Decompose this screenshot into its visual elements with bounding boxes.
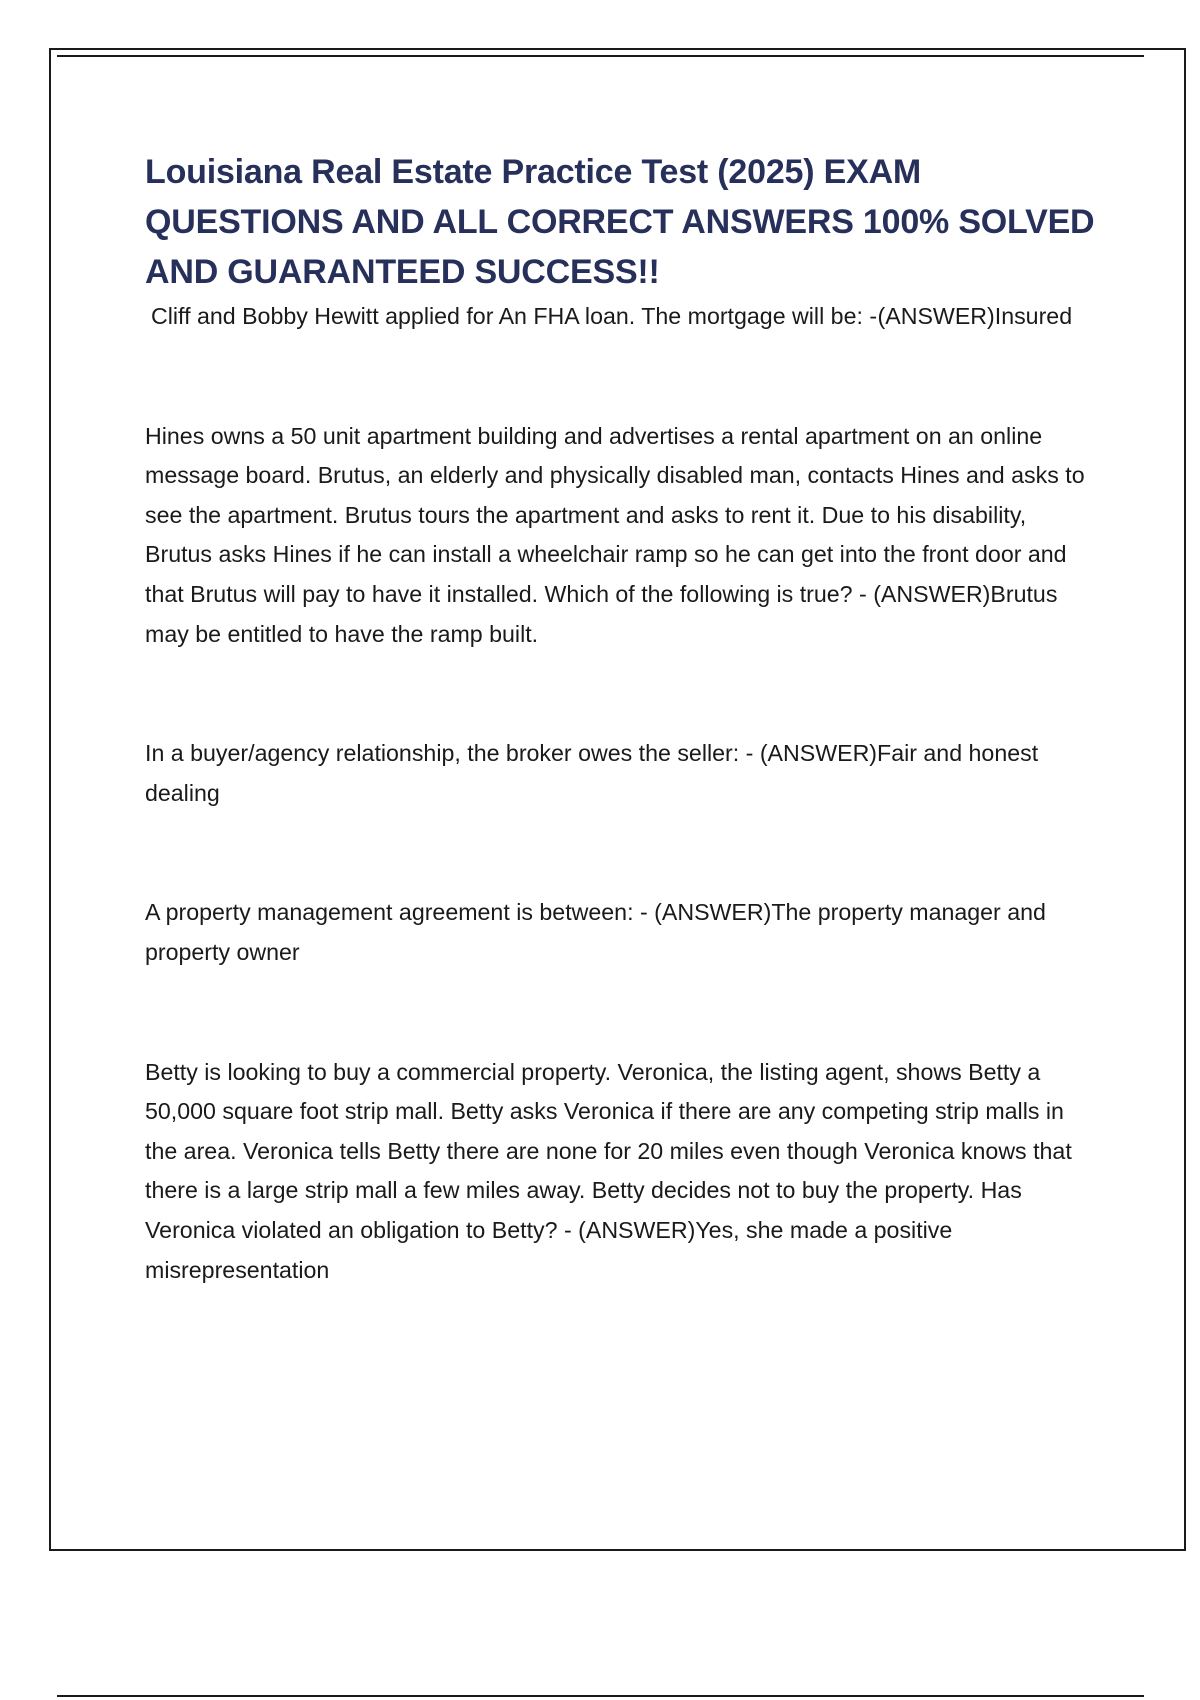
answer-2: (ANSWER)Brutus may be entitled to have the ramp built. bbox=[145, 580, 1058, 647]
qa-item-2 bbox=[145, 417, 1095, 655]
qa-item-5 bbox=[145, 1053, 1095, 1291]
question-4: A property management agreement is between: - bbox=[145, 899, 648, 926]
answer-3: (ANSWER)Fair and honest dealing bbox=[145, 740, 1039, 806]
answer-4: (ANSWER)The property manager and property owner bbox=[145, 899, 1046, 965]
question-3: In a buyer/agency relationship, the broker owes the seller: - bbox=[145, 740, 754, 767]
document-content bbox=[145, 147, 1095, 1290]
question-1: Cliff and Bobby Hewitt applied for An FHA loan. The mortgage will be: - bbox=[151, 303, 878, 329]
question-5: Betty is looking to buy a commercial property. Veronica, the listing agent, shows Betty a 50,000 square foot strip mall. Betty asks Veronica if there are any competing strip malls in the area. Veronica tells Betty there are none for 20 miles even though Veronica knows that there is a large strip mall a few miles away. Betty decides not to buy the property. Has Veronica violated an obligation to Betty? - bbox=[145, 1058, 1072, 1243]
bottom-rule bbox=[57, 1695, 1144, 1697]
answer-1: (ANSWER)Insured bbox=[877, 303, 1073, 329]
qa-item-3 bbox=[145, 734, 1095, 813]
qa-item-4 bbox=[145, 893, 1095, 972]
question-2: Hines owns a 50 unit apartment building and advertises a rental apartment on an online message board. Brutus, an elderly and physically disabled man, contacts Hines and asks to see the apartment. Brutus tours the apartment and asks to rent it. Due to his disability, Brutus asks Hines if he can install a wheelchair ramp so he can get into the front door and that Brutus will pay to have it installed. Which of the following is true? - bbox=[145, 422, 1085, 607]
answer-5: (ANSWER)Yes, she made a positive misrepresentation bbox=[145, 1216, 953, 1283]
qa-list bbox=[145, 297, 1095, 1290]
document-title: Louisiana Real Estate Practice Test (2025) EXAM QUESTIONS AND ALL CORRECT ANSWERS 100% SOLVED AND GUARANTEED SUCCESS!! bbox=[145, 153, 1095, 291]
qa-item-1 bbox=[145, 297, 1095, 337]
